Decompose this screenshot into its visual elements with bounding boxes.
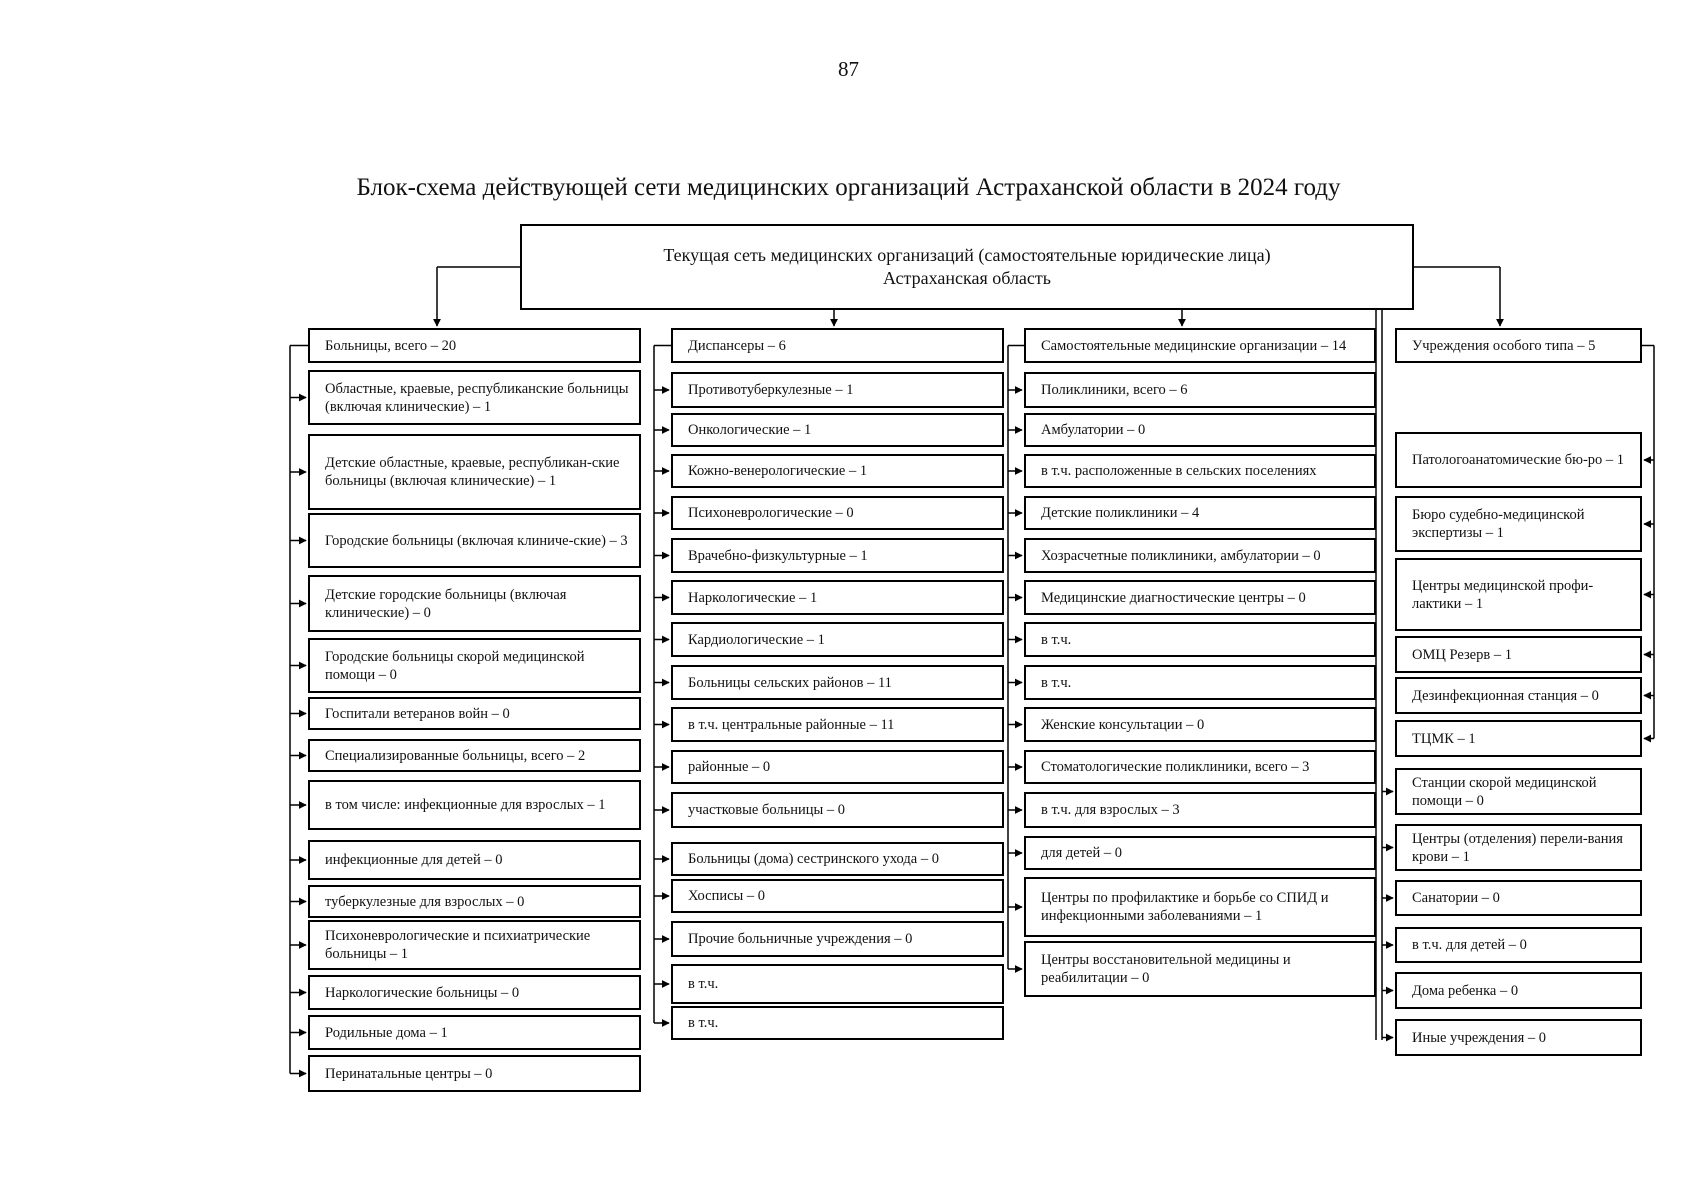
col4-item <box>1395 880 1642 916</box>
col4-item-label: Санатории – 0 <box>1412 890 1500 906</box>
col1-item-label: туберкулезные для взрослых – 0 <box>325 893 525 910</box>
col3-item-label: для детей – 0 <box>1041 845 1123 861</box>
col4-item-label: в т.ч. для детей – 0 <box>1412 937 1527 953</box>
page-number: 87 <box>838 57 859 81</box>
col4-item <box>1395 432 1642 488</box>
col2-item <box>671 792 1004 828</box>
col2-item <box>671 964 1004 1004</box>
root-line-1: Текущая сеть медицинских организаций (самостоятельные юридические лица) <box>663 245 1271 265</box>
root-line-2: Астраханская область <box>883 268 1051 288</box>
col4-item-label: Патологоанатомические бю-ро – 1 <box>1412 452 1625 468</box>
col1-item-label: Родильные дома – 1 <box>325 1024 448 1041</box>
col3-item <box>1024 496 1376 530</box>
col1-item-label: Детские городские больницы (включая клинические) – 0 <box>325 586 567 621</box>
col2-item-label: Больницы (дома) сестринского ухода – 0 <box>688 851 939 867</box>
col1-item <box>308 697 641 730</box>
col1-item-label: Психоневрологические и психиатрические больницы – 1 <box>325 928 591 962</box>
col3-item <box>1024 707 1376 742</box>
col4-item <box>1395 677 1642 714</box>
col3-item-label: Центры по профилактике и борьбе со СПИД и инфекционными заболеваниями – 1 <box>1041 890 1329 924</box>
col4-item-label: Центры медицинской профи-лактики – 1 <box>1412 577 1594 612</box>
col2-item-label: участковые больницы – 0 <box>688 802 846 818</box>
col2-item <box>671 1006 1004 1040</box>
col2-item-label: районные – 0 <box>688 759 771 775</box>
col3-item <box>1024 580 1376 615</box>
col4-item <box>1395 768 1642 815</box>
col1-header-label: Больницы, всего – 20 <box>325 337 457 354</box>
col1-item <box>308 575 641 632</box>
col2-item <box>671 750 1004 784</box>
col4-item <box>1395 636 1642 673</box>
col1-item <box>308 739 641 772</box>
col4-item <box>1395 824 1642 871</box>
col1-item-label: Специализированные больницы, всего – 2 <box>325 747 586 764</box>
col2-item-label: в т.ч. <box>688 1015 719 1031</box>
col2-item-label: Кардиологические – 1 <box>688 631 825 648</box>
col1-item-label: инфекционные для детей – 0 <box>325 852 503 868</box>
col1-item <box>308 975 641 1010</box>
col3-item <box>1024 622 1376 657</box>
col4-item-label: Станции скорой медицинской помощи – 0 <box>1412 774 1597 809</box>
col2-item <box>671 413 1004 447</box>
col3-item-label: в т.ч. для взрослых – 3 <box>1041 802 1180 818</box>
col2-item-label: Психоневрологические – 0 <box>688 505 854 521</box>
col3-item <box>1024 454 1376 488</box>
col1-item-label: Перинатальные центры – 0 <box>325 1065 493 1082</box>
col2-item-label: Кожно-венерологические – 1 <box>688 463 868 479</box>
root-box <box>520 224 1414 310</box>
col2-item-label: в т.ч. <box>688 976 719 992</box>
col1-item-label: Госпитали ветеранов войн – 0 <box>325 705 510 722</box>
col1-item <box>308 780 641 830</box>
col4-item-label: Дезинфекционная станция – 0 <box>1412 687 1599 704</box>
col1-item <box>308 1015 641 1050</box>
col4-item-label: Бюро судебно-медицинской экспертизы – 1 <box>1412 507 1585 541</box>
col4-item-label: ТЦМК – 1 <box>1412 730 1476 747</box>
col2-item <box>671 879 1004 913</box>
col4-item-label: ОМЦ Резерв – 1 <box>1412 646 1512 663</box>
col3-item <box>1024 413 1376 447</box>
diagram-title: Блок-схема действующей сети медицинских организаций Астраханской области в 2024 году <box>356 174 1341 201</box>
col3-item-label: Медицинские диагностические центры – 0 <box>1041 589 1306 606</box>
col3-item-label: в т.ч. <box>1041 674 1072 691</box>
col3-item <box>1024 836 1376 870</box>
col2-item-label: Наркологические – 1 <box>688 589 818 606</box>
col1-item-label: Городские больницы (включая клиниче-ские) – 3 <box>325 532 628 549</box>
col2-item-label: Прочие больничные учреждения – 0 <box>688 931 913 947</box>
col3-header-label: Самостоятельные медицинские организации – 14 <box>1041 337 1347 354</box>
col4-item-label: Иные учреждения – 0 <box>1412 1029 1547 1046</box>
col2-item <box>671 496 1004 530</box>
col2-item <box>671 622 1004 657</box>
col3-item <box>1024 538 1376 573</box>
col2-item-label: Онкологические – 1 <box>688 422 812 438</box>
col3-item-label: Центры восстановительной медицины и реабилитации – 0 <box>1041 952 1291 986</box>
col4-item <box>1395 496 1642 552</box>
col3-item-label: в т.ч. расположенные в сельских поселениях <box>1041 463 1317 479</box>
col4-header-label: Учреждения особого типа – 5 <box>1412 337 1596 354</box>
col4-item-label: Центры (отделения) перели-вания крови – 1 <box>1412 830 1623 865</box>
col3-item-label: Поликлиники, всего – 6 <box>1041 382 1188 398</box>
col1-item <box>308 370 641 425</box>
col3-item-label: в т.ч. <box>1041 631 1072 648</box>
col2-header-label: Диспансеры – 6 <box>688 337 786 354</box>
col1-item <box>308 513 641 568</box>
col1-item <box>308 1055 641 1092</box>
col2-item-label: Хосписы – 0 <box>688 888 766 904</box>
col3-item-label: Амбулатории – 0 <box>1041 422 1146 438</box>
col2-item <box>671 707 1004 742</box>
col1-item <box>308 920 641 970</box>
col2-item <box>671 580 1004 615</box>
col1-item-label: Детские областные, краевые, республикан-ские больницы (включая клинические) – 1 <box>325 455 620 489</box>
col2-item-label: Врачебно-физкультурные – 1 <box>688 547 868 564</box>
col3-item <box>1024 372 1376 408</box>
col2-item <box>671 665 1004 700</box>
col2-item <box>671 372 1004 408</box>
col4-item <box>1395 927 1642 963</box>
col2-header <box>671 328 1004 363</box>
col1-item <box>308 840 641 880</box>
col1-item <box>308 434 641 510</box>
col2-item-label: Больницы сельских районов – 11 <box>688 674 892 691</box>
col4-item <box>1395 558 1642 631</box>
col1-item-label: в том числе: инфекционные для взрослых – 1 <box>325 797 606 813</box>
col4-item-label: Дома ребенка – 0 <box>1412 982 1519 999</box>
col3-item-label: Стоматологические поликлиники, всего – 3 <box>1041 759 1310 775</box>
col4-item <box>1395 1019 1642 1056</box>
col1-item <box>308 885 641 918</box>
col2-item-label: в т.ч. центральные районные – 11 <box>688 716 895 733</box>
col3-item <box>1024 877 1376 937</box>
col3-item-label: Хозрасчетные поликлиники, амбулатории – 0 <box>1041 547 1321 564</box>
col3-item-label: Детские поликлиники – 4 <box>1041 505 1200 521</box>
col3-item <box>1024 941 1376 997</box>
col2-item <box>671 454 1004 488</box>
col3-header <box>1024 328 1376 363</box>
col1-item-label: Городские больницы скорой медицинской помощи – 0 <box>325 648 585 683</box>
col4-header <box>1395 328 1642 363</box>
col1-item <box>308 638 641 693</box>
col2-item <box>671 921 1004 957</box>
col3-item <box>1024 665 1376 700</box>
col2-item-label: Противотуберкулезные – 1 <box>688 382 854 398</box>
col3-item <box>1024 792 1376 828</box>
col3-item <box>1024 750 1376 784</box>
col4-item <box>1395 972 1642 1009</box>
col3-item-label: Женские консультации – 0 <box>1041 716 1205 733</box>
col2-item <box>671 538 1004 573</box>
col2-item <box>671 842 1004 876</box>
col1-item-label: Наркологические больницы – 0 <box>325 984 520 1001</box>
col1-item-label: Областные, краевые, республиканские больницы (включая клинические) – 1 <box>325 380 629 415</box>
col1-header <box>308 328 641 363</box>
col4-item <box>1395 720 1642 757</box>
